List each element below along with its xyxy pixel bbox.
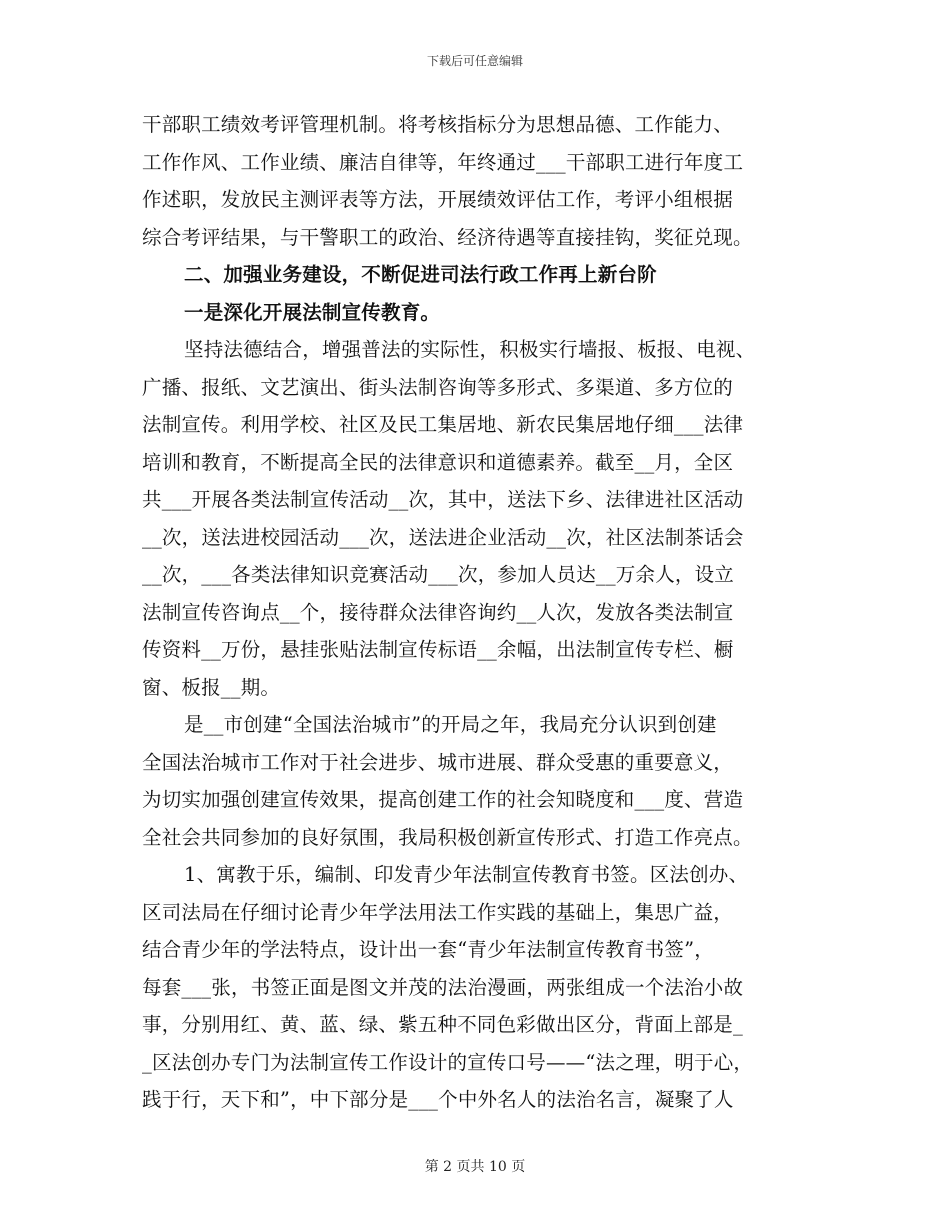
- section-heading-line: 二、加强业务建设，不断促进司法行政工作再上新台阶: [184, 263, 657, 286]
- paragraph-line: 1、寓教于乐，编制、印发青少年法制宣传教育书签。区法创办、: [184, 863, 749, 886]
- paragraph-line: 干部职工绩效考评管理机制。将考核指标分为思想品德、工作能力、: [142, 113, 734, 136]
- paragraph-line: 全社会共同参加的良好氛围，我局积极创新宣传形式、打造工作亮点。: [142, 825, 753, 849]
- paragraph-line: 传资料__万份，悬挂张贴法制宣传标语__余幅，出法制宣传专栏、橱: [142, 638, 734, 661]
- paragraph-line: 结合青少年的学法特点，设计出一套“青少年法制宣传教育书签”，: [142, 938, 714, 961]
- document-body: [142, 106, 814, 1119]
- paragraph-line: 综合考评结果，与干警职工的政治、经济待遇等直接挂钩，奖征兑现。: [142, 225, 753, 249]
- paragraph-line: __次，送法进校园活动___次，送法进企业活动__次，社区法制茶话会: [142, 525, 744, 549]
- section-heading-line: 一是深化开展法制宣传教育。: [184, 300, 441, 324]
- paragraph-line: _区法创办专门为法制宣传工作设计的宣传口号——“法之理，明于心，: [142, 1050, 754, 1074]
- paragraph-line: 全国法治城市工作对于社会进步、城市进展、群众受惠的重要意义，: [142, 750, 734, 774]
- paragraph-line: 法制宣传。利用学校、社区及民工集居地、新农民集居地仔细___法律: [142, 413, 744, 436]
- paragraph-line: 共___开展各类法制宣传活动__次，其中，送法下乡、法律进社区活动: [142, 488, 744, 511]
- paragraph-line: __次，___各类法律知识竞赛活动___次，参加人员达__万余人，设立: [142, 563, 735, 586]
- page-header-note: 下载后可任意编辑: [426, 54, 523, 68]
- paragraph-line: 培训和教育，不断提高全民的法律意识和道德素养。截至__月，全区: [142, 450, 734, 474]
- paragraph-line: 工作作风、工作业绩、廉洁自律等，年终通过___干部职工进行年度工: [142, 150, 744, 174]
- paragraph-line: 作述职，发放民主测评表等方法，开展绩效评估工作，考评小组根据: [142, 188, 734, 211]
- paragraph-line: 是__市创建“全国法治城市”的开局之年，我局充分认识到创建: [184, 713, 717, 736]
- paragraph-line: 法制宣传咨询点__个，接待群众法律咨询约__人次，发放各类法制宣: [142, 600, 734, 624]
- paragraph-line: 区司法局在仔细讨论青少年学法用法工作实践的基础上，集思广益，: [142, 900, 734, 924]
- paragraph-line: 广播、报纸、文艺演出、街头法制咨询等多形式、多渠道、多方位的: [142, 375, 734, 399]
- paragraph-line: 事，分别用红、黄、蓝、绿、紫五种不同色彩做出区分，背面上部是_: [142, 1013, 743, 1036]
- paragraph-line: 每套___张，书签正面是图文并茂的法治漫画，两张组成一个法治小故: [142, 975, 744, 999]
- paragraph-line: 践于行，天下和”，中下部分是___个中外名人的法治名言，凝聚了人: [142, 1088, 734, 1111]
- paragraph-line: 坚持法德结合，增强普法的实际性，积极实行墙报、板报、电视、: [184, 338, 756, 361]
- paragraph-line: 窗、板报__期。: [142, 675, 281, 699]
- paragraph-line: 为切实加强创建宣传效果，提高创建工作的社会知晓度和___度、营造: [142, 788, 744, 811]
- page-number: 第 2 页共 10 页: [424, 1159, 526, 1175]
